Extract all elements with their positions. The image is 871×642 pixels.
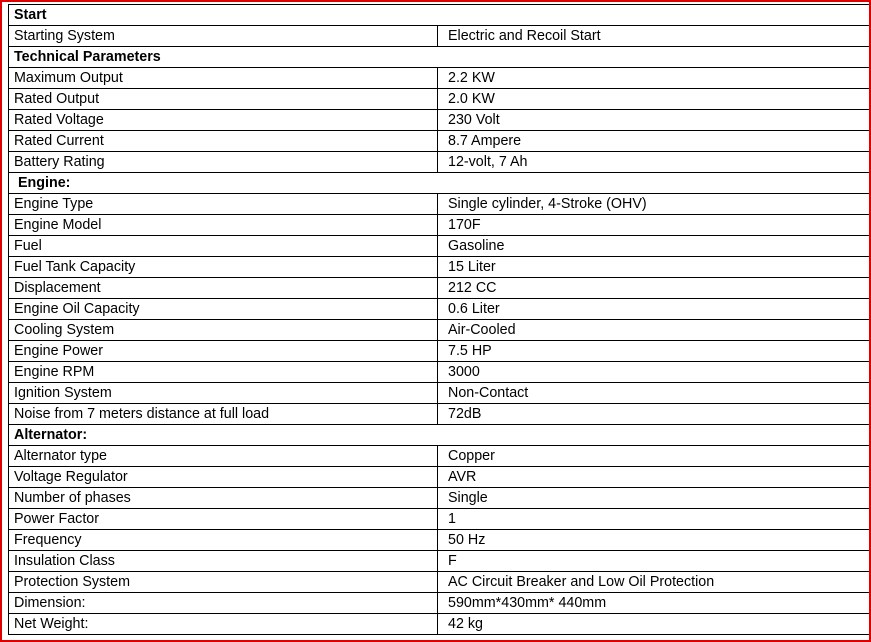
spec-label: Insulation Class <box>9 551 438 572</box>
spec-value: 0.6 Liter <box>438 299 871 320</box>
spec-value: 230 Volt <box>438 110 871 131</box>
spec-row <box>9 215 871 236</box>
spec-row <box>9 194 871 215</box>
spec-label: Alternator type <box>9 446 438 467</box>
spec-row <box>9 404 871 425</box>
spec-value: Copper <box>438 446 871 467</box>
spec-row <box>9 278 871 299</box>
spec-value: 590mm*430mm* 440mm <box>438 593 871 614</box>
section-header-row <box>9 425 871 446</box>
spec-row <box>9 488 871 509</box>
spec-value: Electric and Recoil Start <box>438 26 871 47</box>
spec-row <box>9 89 871 110</box>
spec-label: Fuel Tank Capacity <box>9 257 438 278</box>
spec-label: Net Weight: <box>9 614 438 635</box>
spec-label: Rated Output <box>9 89 438 110</box>
spec-label: Rated Current <box>9 131 438 152</box>
spec-row <box>9 320 871 341</box>
spec-value: 2.2 KW <box>438 68 871 89</box>
spec-value: 1 <box>438 509 871 530</box>
spec-table-body <box>9 5 871 635</box>
section-title: Alternator: <box>9 425 871 446</box>
spec-label: Displacement <box>9 278 438 299</box>
spec-label: Engine Oil Capacity <box>9 299 438 320</box>
spec-value: Non-Contact <box>438 383 871 404</box>
spec-label: Engine Type <box>9 194 438 215</box>
spec-row <box>9 257 871 278</box>
spec-value: 72dB <box>438 404 871 425</box>
spec-row <box>9 446 871 467</box>
spec-row <box>9 551 871 572</box>
spec-label: Protection System <box>9 572 438 593</box>
spec-row <box>9 341 871 362</box>
spec-value: Single cylinder, 4-Stroke (OHV) <box>438 194 871 215</box>
section-title: Start <box>9 5 871 26</box>
spec-value: 8.7 Ampere <box>438 131 871 152</box>
spec-label: Fuel <box>9 236 438 257</box>
spec-value: 15 Liter <box>438 257 871 278</box>
spec-label: Engine RPM <box>9 362 438 383</box>
spec-label: Rated Voltage <box>9 110 438 131</box>
spec-value: Single <box>438 488 871 509</box>
spec-value: 2.0 KW <box>438 89 871 110</box>
spec-row <box>9 362 871 383</box>
spec-label: Noise from 7 meters distance at full load <box>9 404 438 425</box>
spec-label: Number of phases <box>9 488 438 509</box>
spec-row <box>9 131 871 152</box>
spec-label: Dimension: <box>9 593 438 614</box>
spec-value: Gasoline <box>438 236 871 257</box>
spec-row <box>9 383 871 404</box>
spec-label: Cooling System <box>9 320 438 341</box>
section-title: Engine: <box>9 173 871 194</box>
spec-row <box>9 509 871 530</box>
section-header-row <box>9 173 871 194</box>
spec-row <box>9 152 871 173</box>
spec-row <box>9 593 871 614</box>
spec-value: 42 kg <box>438 614 871 635</box>
spec-row <box>9 236 871 257</box>
spec-value: 50 Hz <box>438 530 871 551</box>
spec-value: AC Circuit Breaker and Low Oil Protection <box>438 572 871 593</box>
spec-row <box>9 68 871 89</box>
spec-label: Maximum Output <box>9 68 438 89</box>
spec-row <box>9 110 871 131</box>
section-header-row <box>9 47 871 68</box>
spec-row <box>9 530 871 551</box>
spec-label: Engine Power <box>9 341 438 362</box>
spec-value: F <box>438 551 871 572</box>
spec-label: Starting System <box>9 26 438 47</box>
section-title: Technical Parameters <box>9 47 871 68</box>
spec-row <box>9 299 871 320</box>
spec-value: 12-volt, 7 Ah <box>438 152 871 173</box>
spec-value: 170F <box>438 215 871 236</box>
spec-label: Power Factor <box>9 509 438 530</box>
spec-label: Ignition System <box>9 383 438 404</box>
spec-value: AVR <box>438 467 871 488</box>
section-header-row <box>9 5 871 26</box>
spec-value: 7.5 HP <box>438 341 871 362</box>
spec-label: Frequency <box>9 530 438 551</box>
spec-row <box>9 26 871 47</box>
spec-label: Battery Rating <box>9 152 438 173</box>
spec-row <box>9 572 871 593</box>
spec-value: 3000 <box>438 362 871 383</box>
spec-row <box>9 467 871 488</box>
spec-label: Engine Model <box>9 215 438 236</box>
spec-row <box>9 614 871 635</box>
spec-table <box>8 4 871 635</box>
spec-value: 212 CC <box>438 278 871 299</box>
spec-label: Voltage Regulator <box>9 467 438 488</box>
spec-value: Air-Cooled <box>438 320 871 341</box>
